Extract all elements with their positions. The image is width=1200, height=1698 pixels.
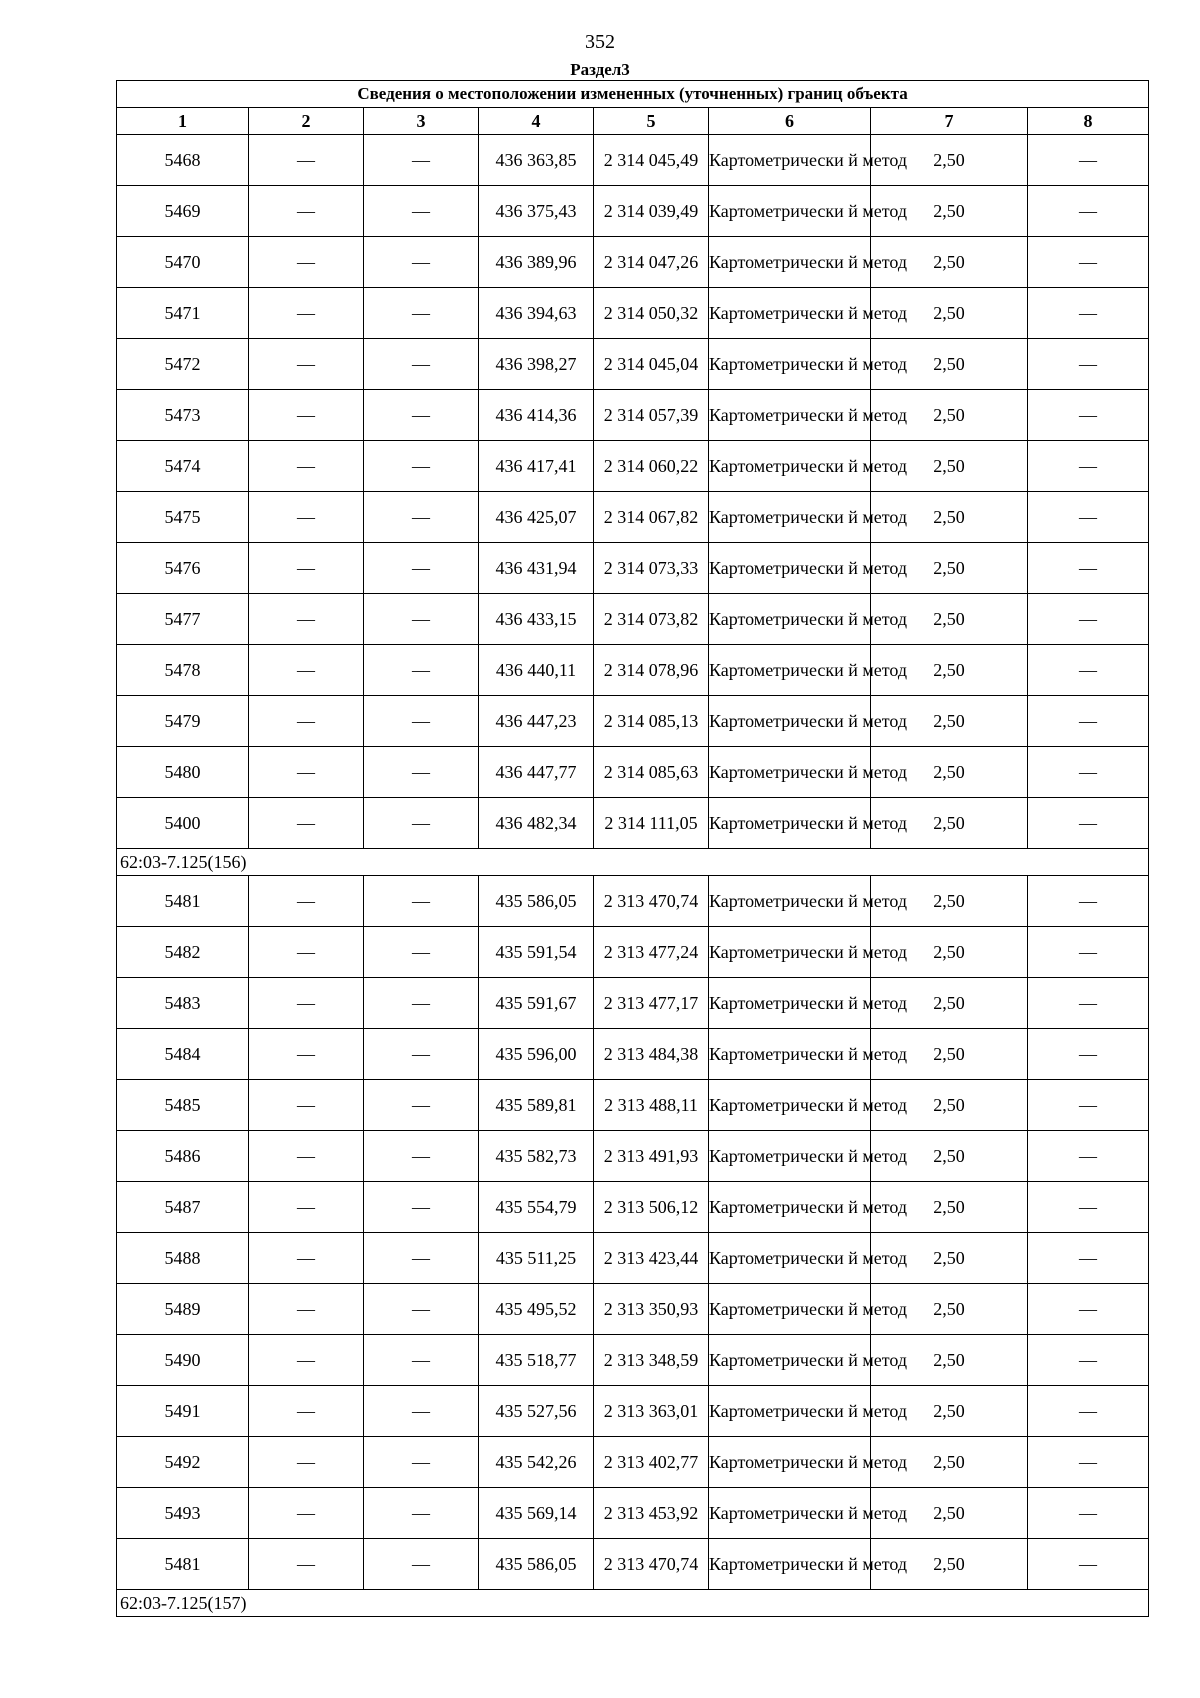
x-coordinate-cell: 435 511,25 [479,1233,594,1284]
column-3-cell: — [364,186,479,237]
method-cell: Картометрически й метод [709,339,871,390]
point-number-cell: 5469 [117,186,249,237]
y-coordinate-cell: 2 313 477,17 [594,978,709,1029]
table-row [117,1284,1149,1335]
point-number-cell: 5480 [117,747,249,798]
x-coordinate-cell: 436 440,11 [479,645,594,696]
table-row [117,186,1149,237]
method-cell: Картометрически й метод [709,696,871,747]
x-coordinate-cell: 435 495,52 [479,1284,594,1335]
column-8-cell: — [1028,1335,1149,1386]
column-3-cell: — [364,1233,479,1284]
column-3-cell: — [364,390,479,441]
y-coordinate-cell: 2 314 045,49 [594,135,709,186]
point-number-cell: 5482 [117,927,249,978]
accuracy-cell: 2,50 [871,1335,1028,1386]
method-cell: Картометрически й метод [709,1386,871,1437]
table-row [117,1437,1149,1488]
y-coordinate-cell: 2 314 039,49 [594,186,709,237]
x-coordinate-cell: 436 417,41 [479,441,594,492]
table-row [117,1335,1149,1386]
accuracy-cell: 2,50 [871,1233,1028,1284]
method-cell: Картометрически й метод [709,747,871,798]
point-number-cell: 5491 [117,1386,249,1437]
point-number-cell: 5472 [117,339,249,390]
y-coordinate-cell: 2 313 402,77 [594,1437,709,1488]
column-3-cell: — [364,1029,479,1080]
accuracy-cell: 2,50 [871,237,1028,288]
column-3-cell: — [364,288,479,339]
column-8-cell: — [1028,390,1149,441]
column-2-cell: — [249,978,364,1029]
column-8-cell: — [1028,1437,1149,1488]
y-coordinate-cell: 2 314 111,05 [594,798,709,849]
x-coordinate-cell: 436 394,63 [479,288,594,339]
column-2-cell: — [249,696,364,747]
column-2-cell: — [249,186,364,237]
method-cell: Картометрически й метод [709,978,871,1029]
y-coordinate-cell: 2 314 060,22 [594,441,709,492]
x-coordinate-cell: 436 431,94 [479,543,594,594]
y-coordinate-cell: 2 313 453,92 [594,1488,709,1539]
point-number-cell: 5479 [117,696,249,747]
column-3-cell: — [364,1284,479,1335]
table-row [117,492,1149,543]
method-cell: Картометрически й метод [709,441,871,492]
column-3-cell: — [364,1182,479,1233]
table-row [117,1386,1149,1437]
column-8-cell: — [1028,876,1149,927]
column-2-cell: — [249,798,364,849]
column-8-cell: — [1028,978,1149,1029]
accuracy-cell: 2,50 [871,876,1028,927]
accuracy-cell: 2,50 [871,492,1028,543]
method-cell: Картометрически й метод [709,798,871,849]
accuracy-cell: 2,50 [871,1131,1028,1182]
point-number-cell: 5488 [117,1233,249,1284]
y-coordinate-cell: 2 314 073,82 [594,594,709,645]
point-number-cell: 5493 [117,1488,249,1539]
column-8-cell: — [1028,441,1149,492]
point-number-cell: 5486 [117,1131,249,1182]
point-number-cell: 5484 [117,1029,249,1080]
column-2-cell: — [249,390,364,441]
column-2-cell: — [249,1233,364,1284]
point-number-cell: 5468 [117,135,249,186]
x-coordinate-cell: 436 363,85 [479,135,594,186]
column-3-cell: — [364,135,479,186]
x-coordinate-cell: 436 433,15 [479,594,594,645]
accuracy-cell: 2,50 [871,1386,1028,1437]
column-3-cell: — [364,798,479,849]
x-coordinate-cell: 436 482,34 [479,798,594,849]
point-number-cell: 5481 [117,876,249,927]
column-header: 5 [594,108,709,135]
table-header-row [117,108,1149,135]
column-8-cell: — [1028,135,1149,186]
column-2-cell: — [249,747,364,798]
x-coordinate-cell: 435 591,54 [479,927,594,978]
column-8-cell: — [1028,1182,1149,1233]
accuracy-cell: 2,50 [871,1437,1028,1488]
accuracy-cell: 2,50 [871,135,1028,186]
column-3-cell: — [364,492,479,543]
x-coordinate-cell: 436 389,96 [479,237,594,288]
point-number-cell: 5477 [117,594,249,645]
table-row [117,1488,1149,1539]
y-coordinate-cell: 2 313 491,93 [594,1131,709,1182]
column-2-cell: — [249,237,364,288]
column-2-cell: — [249,1386,364,1437]
column-8-cell: — [1028,1080,1149,1131]
table-row [117,1029,1149,1080]
accuracy-cell: 2,50 [871,288,1028,339]
column-8-cell: — [1028,1131,1149,1182]
accuracy-cell: 2,50 [871,696,1028,747]
table-row [117,876,1149,927]
accuracy-cell: 2,50 [871,747,1028,798]
table-row [117,927,1149,978]
column-3-cell: — [364,927,479,978]
group-label: 62:03-7.125(156) [117,849,1149,876]
column-3-cell: — [364,1080,479,1131]
method-cell: Картометрически й метод [709,1233,871,1284]
point-number-cell: 5487 [117,1182,249,1233]
column-8-cell: — [1028,237,1149,288]
column-8-cell: — [1028,1488,1149,1539]
column-2-cell: — [249,1488,364,1539]
column-3-cell: — [364,978,479,1029]
column-8-cell: — [1028,594,1149,645]
section-title: Раздел3 [570,60,630,79]
accuracy-cell: 2,50 [871,543,1028,594]
column-8-cell: — [1028,339,1149,390]
page-number: 352 [585,31,615,53]
column-2-cell: — [249,1335,364,1386]
y-coordinate-cell: 2 313 350,93 [594,1284,709,1335]
column-2-cell: — [249,1182,364,1233]
accuracy-cell: 2,50 [871,1029,1028,1080]
method-cell: Картометрически й метод [709,1029,871,1080]
method-cell: Картометрически й метод [709,135,871,186]
method-cell: Картометрически й метод [709,1437,871,1488]
column-2-cell: — [249,288,364,339]
boundary-coordinates-table [116,80,1149,1617]
method-cell: Картометрически й метод [709,1182,871,1233]
y-coordinate-cell: 2 313 488,11 [594,1080,709,1131]
column-header: 8 [1028,108,1149,135]
method-cell: Картометрически й метод [709,645,871,696]
table-row [117,747,1149,798]
column-header: 2 [249,108,364,135]
table-row [117,1233,1149,1284]
column-header: 1 [117,108,249,135]
x-coordinate-cell: 436 398,27 [479,339,594,390]
y-coordinate-cell: 2 314 067,82 [594,492,709,543]
accuracy-cell: 2,50 [871,798,1028,849]
accuracy-cell: 2,50 [871,645,1028,696]
table-row [117,339,1149,390]
y-coordinate-cell: 2 314 085,63 [594,747,709,798]
y-coordinate-cell: 2 313 484,38 [594,1029,709,1080]
column-header: 6 [709,108,871,135]
method-cell: Картометрически й метод [709,594,871,645]
column-8-cell: — [1028,747,1149,798]
y-coordinate-cell: 2 313 423,44 [594,1233,709,1284]
column-8-cell: — [1028,186,1149,237]
y-coordinate-cell: 2 313 477,24 [594,927,709,978]
point-number-cell: 5471 [117,288,249,339]
table-row [117,237,1149,288]
accuracy-cell: 2,50 [871,441,1028,492]
table-row [117,135,1149,186]
column-8-cell: — [1028,1029,1149,1080]
accuracy-cell: 2,50 [871,1284,1028,1335]
column-3-cell: — [364,1131,479,1182]
column-3-cell: — [364,1437,479,1488]
column-2-cell: — [249,1539,364,1590]
point-number-cell: 5485 [117,1080,249,1131]
method-cell: Картометрически й метод [709,237,871,288]
column-8-cell: — [1028,696,1149,747]
column-2-cell: — [249,441,364,492]
column-header: 4 [479,108,594,135]
accuracy-cell: 2,50 [871,927,1028,978]
column-3-cell: — [364,747,479,798]
x-coordinate-cell: 435 591,67 [479,978,594,1029]
column-2-cell: — [249,1029,364,1080]
column-2-cell: — [249,1284,364,1335]
column-2-cell: — [249,492,364,543]
point-number-cell: 5474 [117,441,249,492]
method-cell: Картометрически й метод [709,1284,871,1335]
x-coordinate-cell: 435 586,05 [479,876,594,927]
point-number-cell: 5490 [117,1335,249,1386]
column-2-cell: — [249,594,364,645]
method-cell: Картометрически й метод [709,876,871,927]
x-coordinate-cell: 435 527,56 [479,1386,594,1437]
accuracy-cell: 2,50 [871,186,1028,237]
column-3-cell: — [364,237,479,288]
column-3-cell: — [364,696,479,747]
accuracy-cell: 2,50 [871,594,1028,645]
method-cell: Картометрически й метод [709,186,871,237]
y-coordinate-cell: 2 314 057,39 [594,390,709,441]
column-3-cell: — [364,594,479,645]
y-coordinate-cell: 2 313 470,74 [594,876,709,927]
x-coordinate-cell: 435 589,81 [479,1080,594,1131]
table-row [117,288,1149,339]
column-8-cell: — [1028,1386,1149,1437]
point-number-cell: 5475 [117,492,249,543]
point-number-cell: 5492 [117,1437,249,1488]
group-label-row [117,1590,1149,1617]
column-8-cell: — [1028,1284,1149,1335]
method-cell: Картометрически й метод [709,1080,871,1131]
method-cell: Картометрически й метод [709,1539,871,1590]
accuracy-cell: 2,50 [871,1539,1028,1590]
table-row [117,798,1149,849]
y-coordinate-cell: 2 313 363,01 [594,1386,709,1437]
point-number-cell: 5400 [117,798,249,849]
accuracy-cell: 2,50 [871,1080,1028,1131]
column-2-cell: — [249,1080,364,1131]
method-cell: Картометрически й метод [709,390,871,441]
method-cell: Картометрически й метод [709,492,871,543]
column-8-cell: — [1028,543,1149,594]
x-coordinate-cell: 435 518,77 [479,1335,594,1386]
column-2-cell: — [249,1437,364,1488]
table-row [117,1539,1149,1590]
table-row [117,1131,1149,1182]
accuracy-cell: 2,50 [871,390,1028,441]
column-2-cell: — [249,876,364,927]
column-8-cell: — [1028,798,1149,849]
group-label-row [117,849,1149,876]
column-3-cell: — [364,1386,479,1437]
point-number-cell: 5470 [117,237,249,288]
x-coordinate-cell: 435 569,14 [479,1488,594,1539]
y-coordinate-cell: 2 313 470,74 [594,1539,709,1590]
method-cell: Картометрически й метод [709,1488,871,1539]
table-row [117,696,1149,747]
column-2-cell: — [249,339,364,390]
x-coordinate-cell: 435 554,79 [479,1182,594,1233]
x-coordinate-cell: 435 582,73 [479,1131,594,1182]
y-coordinate-cell: 2 314 047,26 [594,237,709,288]
table-row [117,1182,1149,1233]
x-coordinate-cell: 436 425,07 [479,492,594,543]
column-2-cell: — [249,543,364,594]
x-coordinate-cell: 436 414,36 [479,390,594,441]
column-8-cell: — [1028,1539,1149,1590]
x-coordinate-cell: 435 586,05 [479,1539,594,1590]
x-coordinate-cell: 435 596,00 [479,1029,594,1080]
column-8-cell: — [1028,927,1149,978]
point-number-cell: 5483 [117,978,249,1029]
y-coordinate-cell: 2 313 506,12 [594,1182,709,1233]
column-3-cell: — [364,645,479,696]
method-cell: Картометрически й метод [709,288,871,339]
point-number-cell: 5478 [117,645,249,696]
column-2-cell: — [249,927,364,978]
column-2-cell: — [249,1131,364,1182]
table-row [117,441,1149,492]
method-cell: Картометрически й метод [709,927,871,978]
y-coordinate-cell: 2 314 050,32 [594,288,709,339]
column-2-cell: — [249,645,364,696]
table-row [117,1080,1149,1131]
accuracy-cell: 2,50 [871,1182,1028,1233]
accuracy-cell: 2,50 [871,1488,1028,1539]
table-row [117,594,1149,645]
point-number-cell: 5481 [117,1539,249,1590]
column-3-cell: — [364,1335,479,1386]
point-number-cell: 5489 [117,1284,249,1335]
column-8-cell: — [1028,492,1149,543]
accuracy-cell: 2,50 [871,978,1028,1029]
y-coordinate-cell: 2 314 045,04 [594,339,709,390]
column-3-cell: — [364,543,479,594]
column-3-cell: — [364,1488,479,1539]
method-cell: Картометрически й метод [709,1131,871,1182]
group-label: 62:03-7.125(157) [117,1590,1149,1617]
y-coordinate-cell: 2 314 073,33 [594,543,709,594]
method-cell: Картометрически й метод [709,543,871,594]
table-title-row [117,81,1149,108]
column-2-cell: — [249,135,364,186]
table-row [117,978,1149,1029]
column-8-cell: — [1028,645,1149,696]
method-cell: Картометрически й метод [709,1335,871,1386]
point-number-cell: 5476 [117,543,249,594]
column-8-cell: — [1028,1233,1149,1284]
column-header: 3 [364,108,479,135]
column-header: 7 [871,108,1028,135]
x-coordinate-cell: 435 542,26 [479,1437,594,1488]
x-coordinate-cell: 436 375,43 [479,186,594,237]
table-row [117,390,1149,441]
column-3-cell: — [364,441,479,492]
table-title: Сведения о местоположении измененных (уточненных) границ объекта [117,81,1149,108]
accuracy-cell: 2,50 [871,339,1028,390]
column-3-cell: — [364,1539,479,1590]
point-number-cell: 5473 [117,390,249,441]
column-3-cell: — [364,876,479,927]
y-coordinate-cell: 2 314 078,96 [594,645,709,696]
table-row [117,645,1149,696]
column-8-cell: — [1028,288,1149,339]
y-coordinate-cell: 2 313 348,59 [594,1335,709,1386]
table-row [117,543,1149,594]
y-coordinate-cell: 2 314 085,13 [594,696,709,747]
x-coordinate-cell: 436 447,23 [479,696,594,747]
x-coordinate-cell: 436 447,77 [479,747,594,798]
column-3-cell: — [364,339,479,390]
